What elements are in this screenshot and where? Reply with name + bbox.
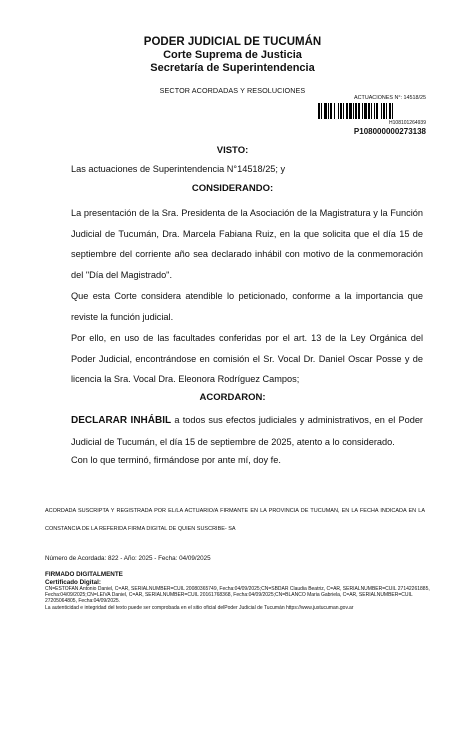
acordaron-heading: ACORDARON: bbox=[199, 392, 266, 403]
acordaron-paragraph-text: a todos sus efectos judiciales y administrativos, en el Poder Judicial de Tucumán, el día 15 de septiembre de 2025, atento a lo considerado. bbox=[71, 415, 423, 447]
barcode-number: H108101264939 bbox=[389, 120, 426, 126]
digital-signature-block bbox=[45, 571, 430, 611]
visto-heading: VISTO: bbox=[216, 145, 249, 156]
acordada-number: Número de Acordada: 822 - Año: 2025 - Fecha: 04/09/2025 bbox=[45, 555, 211, 562]
actuaciones-number: ACTUACIONES N°: 14518/25 bbox=[354, 95, 426, 101]
closing-text: Con lo que terminó, firmándose por ante mí, doy fe. bbox=[71, 455, 281, 465]
acordaron-paragraph bbox=[71, 410, 423, 452]
document-header bbox=[0, 36, 465, 75]
barcode-code: P108000000273138 bbox=[353, 127, 426, 136]
signature-subtitle: Certificado Digital: bbox=[45, 578, 101, 586]
institution-name: PODER JUDICIAL DE TUCUMÁN bbox=[143, 36, 322, 48]
considerando-paragraph-2: Que esta Corte considera atendible lo peticionado, conforme a la importancia que reviste la función judicial. bbox=[71, 291, 423, 322]
secretariat-name: Secretaría de Superintendencia bbox=[150, 62, 315, 74]
signature-verification-note: La autenticidad e integridad del texto puede ser comprobada en el sitio oficial delPoder Judicial de Tucumán https://www.justucuman.gov.ar bbox=[45, 604, 354, 611]
sector-label: SECTOR ACORDADAS Y RESOLUCIONES bbox=[159, 86, 306, 95]
barcode-image bbox=[318, 103, 426, 119]
considerando-heading: CONSIDERANDO: bbox=[191, 183, 274, 194]
considerando-paragraph-3: Por ello, en uso de las facultades conferidas por el art. 13 de la Ley Orgánica del Poder Judicial, encontrándose en comisión el Sr. Vocal Dr. Daniel Oscar Posse y de licencia la Sra. Vocal Dra. Eleonora Rodríguez Campos; bbox=[71, 333, 423, 384]
barcode-block bbox=[318, 95, 426, 137]
signature-details: CN=ESTOFAN Antonio Daniel, C=AR, SERIALNUMBER=CUIL 20080365749, Fecha:04/09/2025;CN=SBDAR Claudia Beatriz, C=AR, SERIALNUMBER=CUIL 27142261885, Fecha:04/09/2025;CN=LEIVA Daniel, C=AR, SERIALNUMBER=CUIL 20161768368, Fecha:04/09/2025;CN=BLANCO Maria Gabriela, C=AR, SERIALNUMBER=CUIL 27205064805, Fecha:04/09/2025. bbox=[45, 586, 430, 605]
considerando-paragraph-1-text: La presentación de la Sra. Presidenta de la Asociación de la Magistratura y la Función Judicial de Tucumán, Dra. Marcela Fabiana Ruiz, en la que solicita que el día 15 de septiembre del corriente año sea declarado inhábil con motivo de la conmemoración del "Día del Magistrado". bbox=[71, 208, 423, 280]
visto-text: Las actuaciones de Superintendencia N°14518/25; y bbox=[71, 164, 286, 174]
court-name: Corte Suprema de Justicia bbox=[163, 49, 302, 61]
signature-title: FIRMADO DIGITALMENTE bbox=[45, 571, 123, 578]
considerando-paragraph-1 bbox=[71, 203, 423, 285]
registro-note: ACORDADA SUSCRIPTA Y REGISTRADA POR EL/LA ACTUARIO/A FIRMANTE EN LA PROVINCIA DE TUCUMAN, EN LA FECHA INDICADA EN LA CONSTANCIA DE LA REFERIDA FIRMA DIGITAL DE QUIEN SUSCRIBE- SA bbox=[45, 508, 425, 532]
declarar-inhabil: DECLARAR INHÁBIL bbox=[71, 415, 172, 426]
